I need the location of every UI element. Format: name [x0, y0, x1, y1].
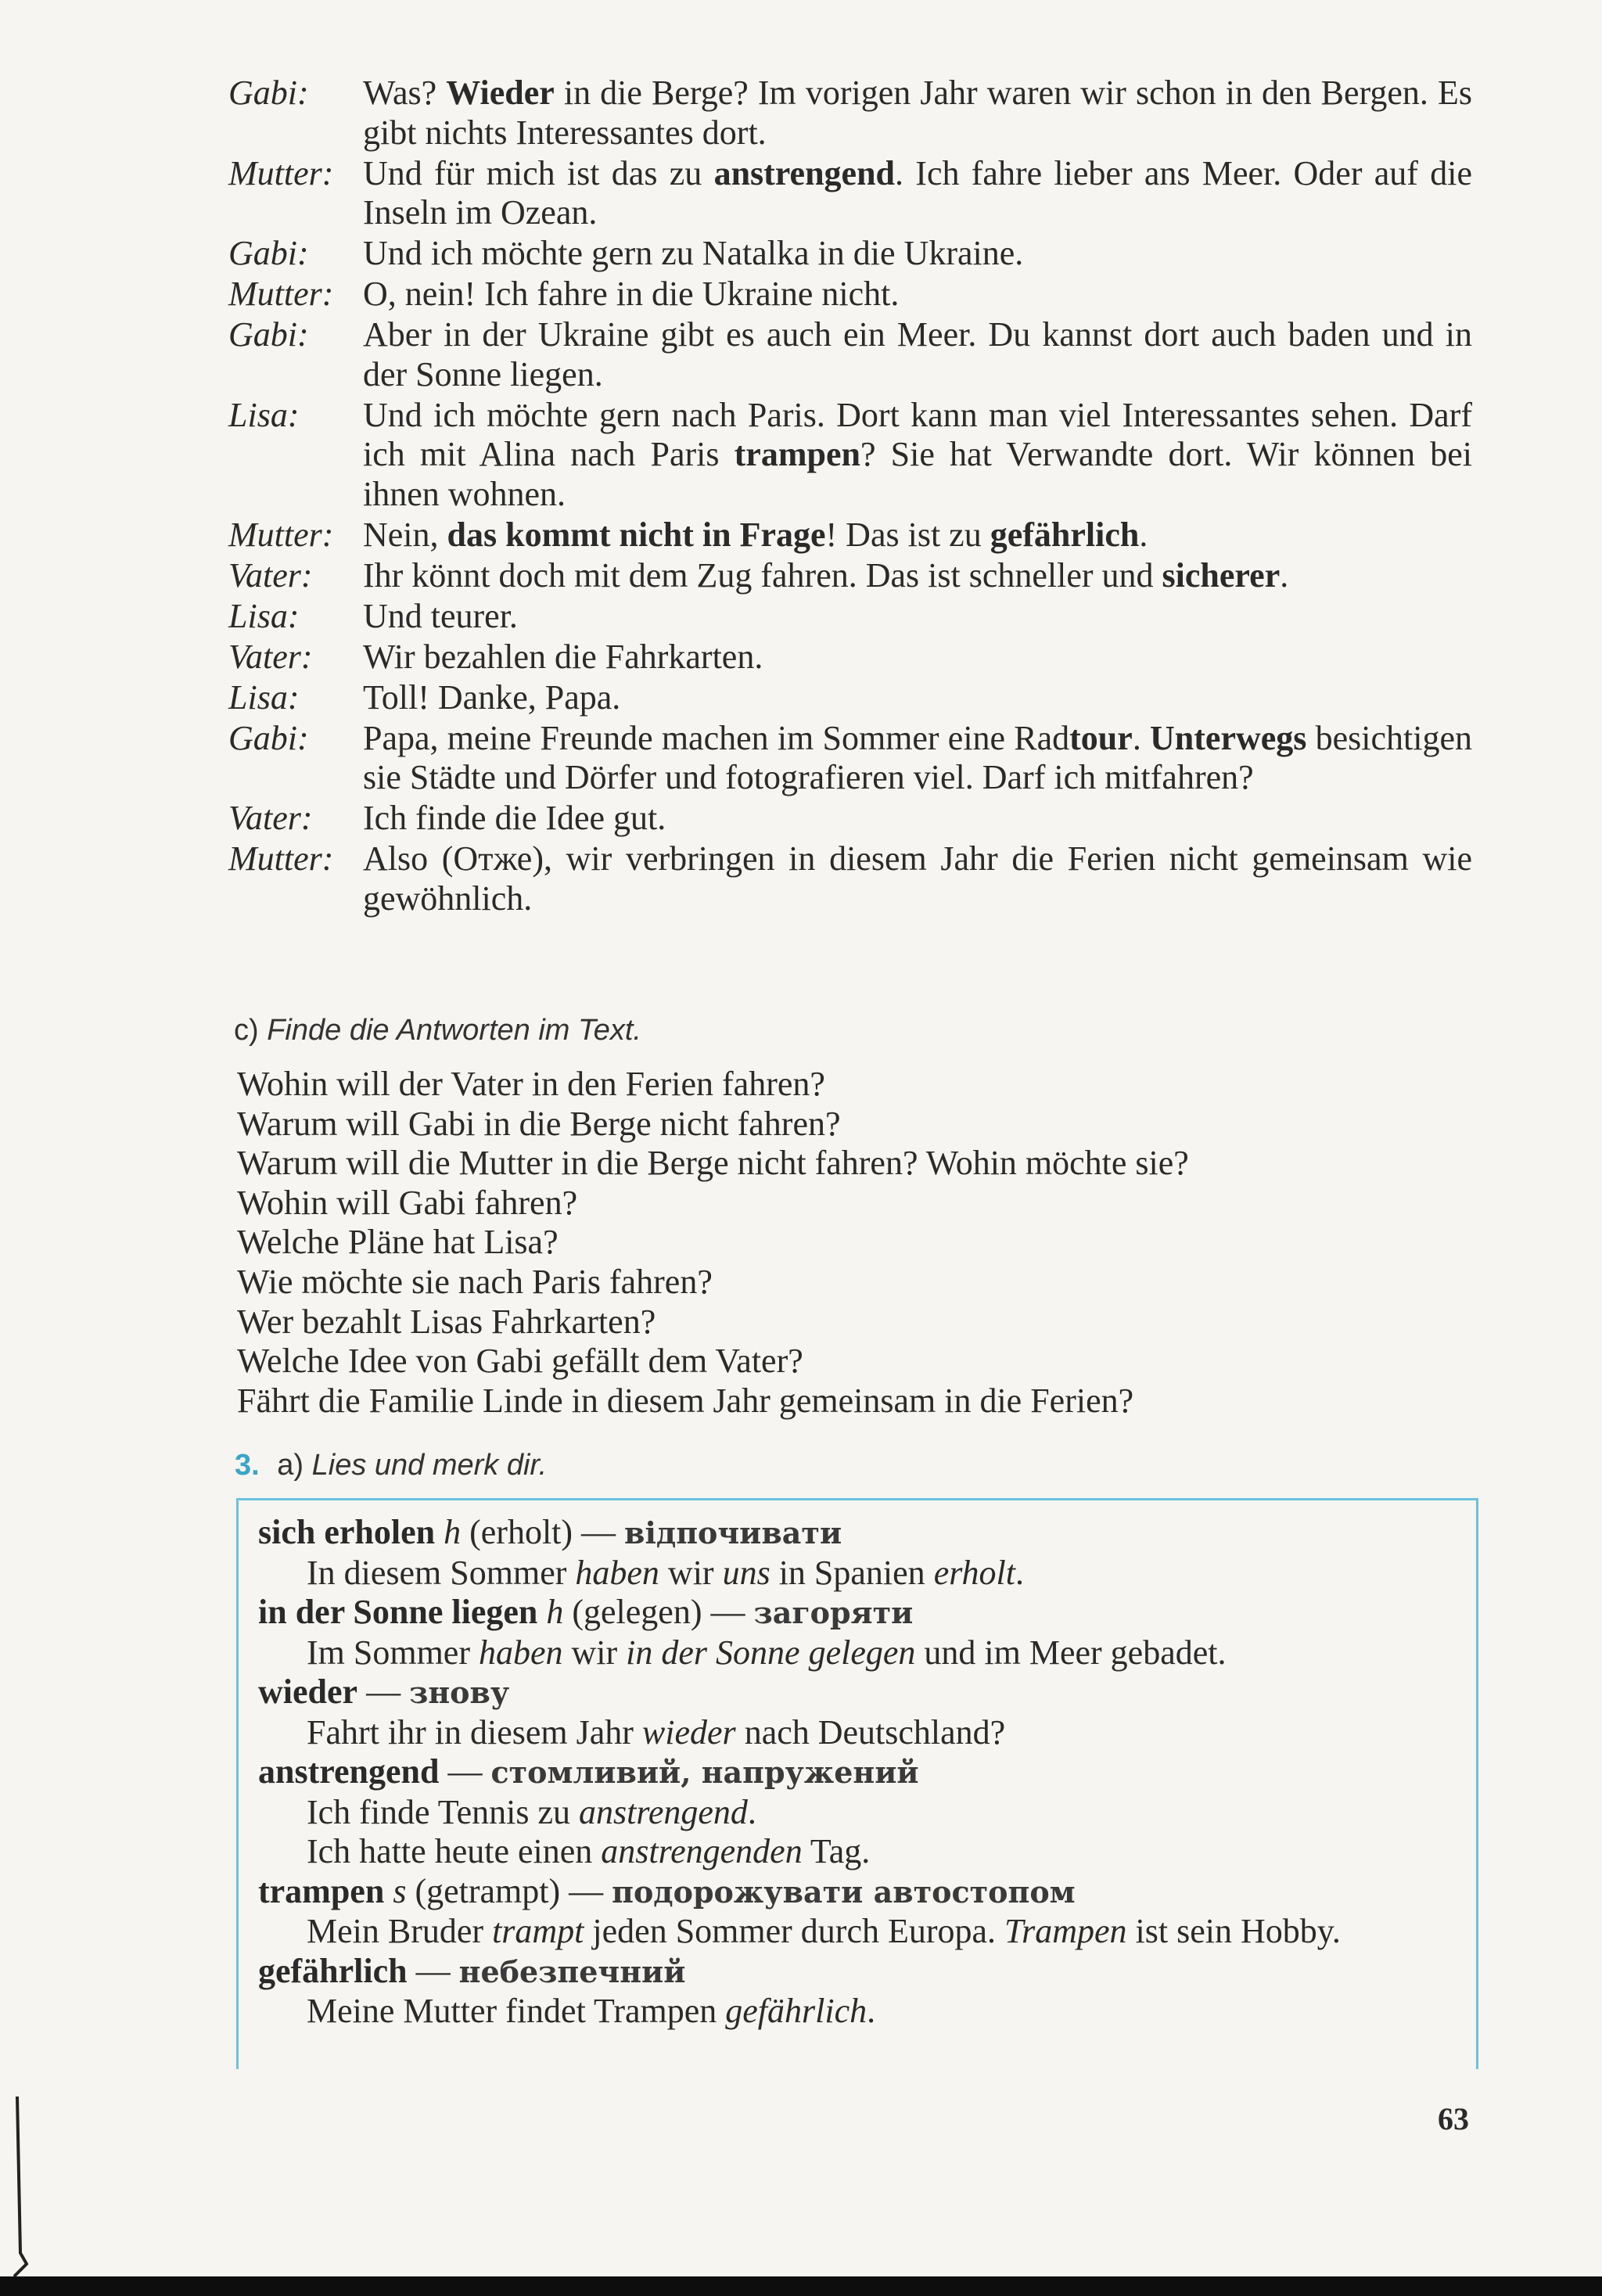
vocab-term: gefährlich — небезпечний [258, 1951, 686, 1990]
bold-word: anstrengend [713, 153, 896, 192]
headword: anstrengend [258, 1752, 440, 1791]
vocab-term: wieder — знову [258, 1673, 510, 1711]
speaker-name: Lisa: [228, 677, 300, 717]
dialogue-line [228, 719, 1472, 798]
translation: небезпечний [458, 1953, 686, 1989]
italic-text: wieder [641, 1712, 736, 1752]
bold-word: das kommt nicht in Frage [447, 515, 826, 554]
utterance: Wir bezahlen die Fahrkarten. [363, 637, 763, 676]
question: Fährt die Familie Linde in diesem Jahr gemeinsam in die Ferien? [237, 1381, 1134, 1420]
vocab-example: Ich finde Tennis zu anstrengend. [307, 1792, 756, 1831]
page-number: 63 [1438, 2101, 1469, 2136]
vocab-example: Fahrt ihr in diesem Jahr wieder nach Deutschland? [307, 1712, 1006, 1752]
speaker-name: Vater: [228, 555, 313, 595]
question: Welche Idee von Gabi gefällt dem Vater? [237, 1342, 803, 1381]
task-3-text: Lies und merk dir. [311, 1449, 548, 1482]
vocab-term: in der Sonne liegen h (gelegen) — загоряти [258, 1593, 914, 1631]
utterance: Und für mich ist das zu anstrengend. Ich fahre lieber ans Meer. Oder auf die Inseln im Ozean. [363, 153, 1473, 232]
utterance: Und ich möchte gern nach Paris. Dort kann man viel Interessantes sehen. Darf ich mit Alina nach Paris trampen? Sie hat Verwandte dort. Wir können bei ihnen wohnen. [363, 395, 1472, 513]
vocab-term: anstrengend — стомливий, напружений [258, 1752, 919, 1791]
binding-edge-mark [0, 2097, 47, 2276]
italic-text: h [444, 1513, 462, 1551]
dialogue-line [228, 234, 1472, 274]
translation: подорожувати автостопом [612, 1874, 1076, 1910]
utterance: Nein, das kommt nicht in Frage! Das ist zu gefährlich. [363, 515, 1148, 554]
question: Warum will die Mutter in die Berge nicht fahren? Wohin möchte sie? [237, 1144, 1189, 1183]
speaker-name: Mutter: [228, 153, 334, 192]
question: Wie möchte sie nach Paris fahren? [237, 1262, 713, 1301]
translation: знову [409, 1675, 510, 1710]
dialogue-line [228, 678, 1472, 718]
utterance: Ihr könnt doch mit dem Zug fahren. Das ist schneller und sicherer. [363, 555, 1289, 595]
question: Warum will Gabi in die Berge nicht fahren? [237, 1104, 841, 1143]
question: Welche Pläne hat Lisa? [237, 1223, 559, 1262]
italic-text: haben [478, 1633, 563, 1672]
translation: загоряти [753, 1595, 914, 1630]
speaker-name: Mutter: [228, 275, 334, 313]
speaker-name: Vater: [228, 799, 313, 837]
question: Wohin will der Vater in den Ferien fahren? [237, 1065, 825, 1103]
headword: trampen [258, 1871, 385, 1910]
bold-word: sicherer [1162, 555, 1281, 595]
vocab-example: Mein Bruder trampt jeden Sommer durch Europa. Trampen ist sein Hobby. [307, 1912, 1341, 1950]
task-3-instruction [235, 1449, 547, 1482]
utterance: O, nein! Ich fahre in die Ukraine nicht. [363, 275, 900, 313]
headword: in der Sonne liegen [258, 1593, 538, 1631]
task-c-text: Finde die Antworten im Text. [267, 1014, 641, 1047]
italic-text: anstrengend [579, 1792, 748, 1831]
speaker-name: Gabi: [228, 718, 309, 757]
dialogue-line [228, 516, 1472, 555]
italic-text: uns [722, 1553, 770, 1592]
vocab-term: sich erholen h (erholt) — відпочивати [258, 1513, 842, 1551]
dialogue-line [228, 638, 1472, 677]
speaker-name: Lisa: [228, 395, 300, 434]
task-c-label: c) [234, 1014, 259, 1047]
headword: wieder [258, 1673, 358, 1711]
question-list [237, 1065, 1189, 1421]
bold-word: trampen [734, 435, 860, 473]
vocab-example: Im Sommer haben wir in der Sonne gelegen und im Meer gebadet. [307, 1633, 1227, 1672]
italic-text: h [546, 1593, 564, 1631]
bold-word: Wieder [446, 74, 555, 112]
question: Wohin will Gabi fahren? [237, 1183, 578, 1222]
translation: відпочивати [624, 1515, 842, 1550]
dialogue-line [228, 396, 1472, 515]
task-c-instruction [234, 1014, 641, 1047]
dialogue-line [228, 556, 1472, 596]
bold-word: tour [1069, 718, 1133, 757]
translation: стомливий, напружений [490, 1755, 919, 1790]
dialogue-line [228, 597, 1472, 637]
utterance: Papa, meine Freunde machen im Sommer eine Radtour. Unterwegs besichtigen sie Städte und Dörfer und fotografieren viel. Darf ich mitfahren? [363, 718, 1472, 796]
vocab-term: trampen s (getrampt) — подорожувати автостопом [258, 1871, 1076, 1910]
italic-text: s [393, 1871, 407, 1910]
vocab-example: In diesem Sommer haben wir uns in Spanien erholt. [307, 1553, 1024, 1592]
bold-word: gefährlich [990, 515, 1140, 554]
speaker-name: Gabi: [228, 74, 309, 112]
italic-text: gefährlich [725, 1992, 867, 2030]
scan-edge-bar [0, 2276, 1602, 2296]
task-3-number: 3. [235, 1449, 260, 1482]
italic-text: anstrengenden [601, 1832, 803, 1870]
dialogue-line [228, 315, 1472, 394]
headword: sich erholen [258, 1513, 436, 1551]
headword: gefährlich [258, 1951, 408, 1990]
speaker-name: Mutter: [228, 515, 334, 554]
vocabulary-list [258, 1513, 1467, 2032]
question: Wer bezahlt Lisas Fahrkarten? [237, 1302, 656, 1341]
utterance: Und teurer. [363, 596, 518, 635]
utterance: Und ich möchte gern zu Natalka in die Ukraine. [363, 234, 1024, 272]
vocab-example: Ich hatte heute einen anstrengenden Tag. [307, 1832, 871, 1870]
speaker-name: Gabi: [228, 315, 309, 354]
dialogue-line [228, 839, 1472, 918]
utterance: Toll! Danke, Papa. [363, 677, 621, 717]
task-3-label: a) [277, 1449, 304, 1482]
bold-word: Unterwegs [1150, 718, 1307, 757]
dialogue-line [228, 275, 1472, 314]
speaker-name: Mutter: [228, 839, 334, 878]
speaker-name: Lisa: [228, 596, 300, 635]
italic-text: erholt [933, 1553, 1015, 1592]
dialogue [228, 74, 1472, 920]
vocab-example: Meine Mutter findet Trampen gefährlich. [307, 1992, 876, 2030]
utterance: Aber in der Ukraine gibt es auch ein Meer. Du kannst dort auch baden und in der Sonne liegen. [363, 315, 1472, 393]
speaker-name: Vater: [228, 637, 313, 676]
italic-text: Trampen [1004, 1912, 1127, 1950]
italic-text: in der Sonne gelegen [626, 1633, 916, 1672]
utterance: Was? Wieder in die Berge? Im vorigen Jahr waren wir schon in den Bergen. Es gibt nichts Interessantes dort. [363, 74, 1473, 152]
dialogue-line [228, 799, 1472, 839]
utterance: Also (Отже), wir verbringen in diesem Jahr die Ferien nicht gemeinsam wie gewöhnlich. [363, 839, 1472, 918]
speaker-name: Gabi: [228, 234, 309, 272]
dialogue-line [228, 154, 1472, 233]
dialogue-line [228, 74, 1472, 153]
italic-text: haben [575, 1553, 659, 1592]
utterance: Ich finde die Idee gut. [363, 799, 666, 837]
italic-text: trampt [492, 1912, 584, 1950]
